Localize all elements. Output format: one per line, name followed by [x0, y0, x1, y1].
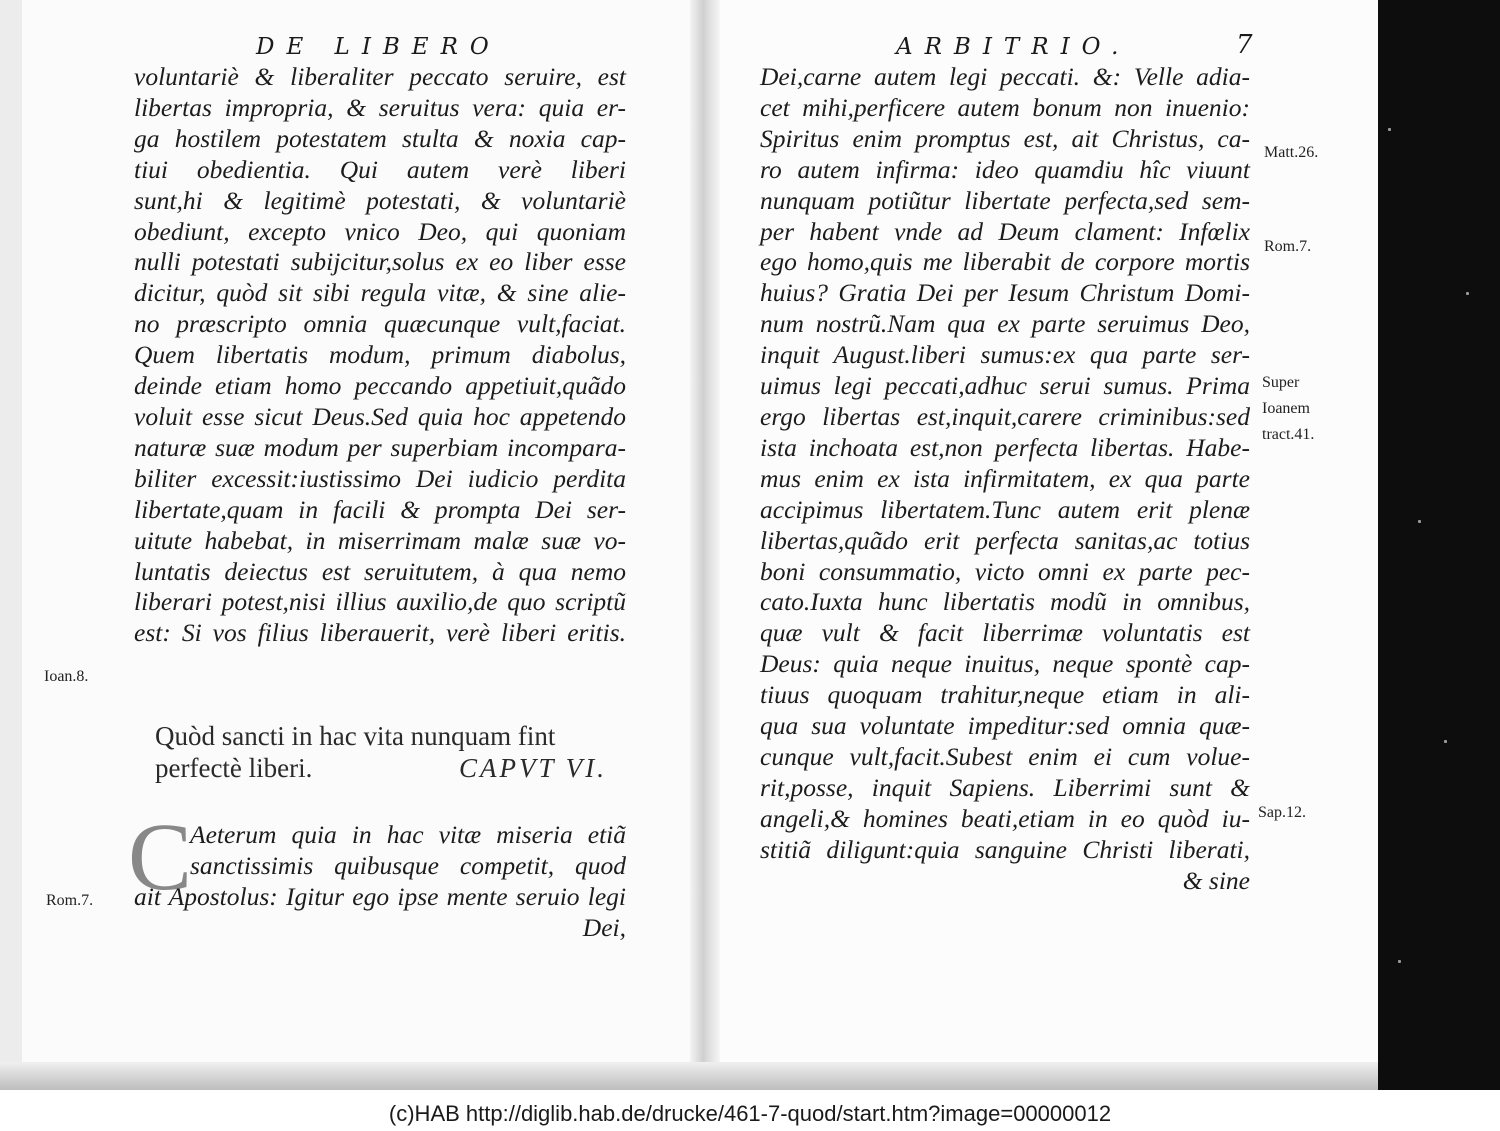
text-line: quæ vult & facit liberrimæ voluntatis est: [760, 618, 1250, 648]
running-head-right: ARBITRIO.: [896, 34, 1131, 60]
text-line: num nostrũ.Nam qua ex parte seruimus Deo,: [760, 309, 1250, 339]
text-line: sunt,hi & legitimè potestati, & voluntariè: [134, 185, 626, 215]
text-line: stitiã diligunt:quia sanguine Christi liberati,: [760, 834, 1250, 864]
text-line: ergo libertas est,inquit,carere criminibus:sed: [760, 401, 1250, 431]
speck: [1444, 740, 1447, 743]
text-line: Quem libertatis modum, primum diabolus,: [134, 340, 626, 370]
margin-note: Matt.26.: [1264, 144, 1319, 161]
chapter-title-line: Quòd sancti in hac vita nunquam fint: [155, 721, 556, 751]
text-line: qua sua voluntate impeditur:sed omnia quæ-: [760, 711, 1250, 741]
text-line: nunquam potiũtur libertate perfecta,sed sem-: [760, 185, 1250, 215]
text-line: rit,posse, inquit Sapiens. Liberrimi sunt &: [760, 772, 1250, 802]
right-text-block: [760, 62, 1250, 896]
text-line: voluit esse sicut Deus.Sed quia hoc appetendo: [134, 401, 626, 431]
margin-note: Rom.7.: [1264, 238, 1312, 255]
text-line: cunque vult,facit.Subest enim ei cum volue-: [760, 741, 1250, 771]
text-line: tiui obedientia. Qui autem verè liberi: [134, 154, 626, 184]
text-line: cet mihi,perficere autem bonum non inuenio:: [760, 92, 1250, 122]
running-head-left: DE LIBERO: [256, 34, 501, 60]
margin-note: tract.41.: [1262, 426, 1315, 443]
text-line: ait Apostolus: Igitur ego ipse mente seruio legi: [134, 882, 626, 911]
catchword: & sine: [1182, 865, 1250, 895]
catchword: Dei,: [582, 912, 626, 942]
text-line: deinde etiam homo peccando appetiuit,quãdo: [134, 371, 626, 401]
text-line: naturæ suæ modum per superbiam incompara-: [134, 432, 626, 462]
text-line: luntatis deiectus est seruitutem, à qua nemo: [134, 556, 626, 586]
text-line: libertate,quam in facili & prompta Dei ser-: [134, 494, 626, 524]
text-line: biliter excessit:iustissimo Dei iudicio perdita: [134, 463, 626, 493]
text-line: ga hostilem potestatem stulta & noxia cap-: [134, 123, 626, 153]
text-line: ro autem infirma: ideo quamdiu hîc viuunt: [760, 154, 1250, 184]
text-line: uitute habebat, in miserrimam malæ suæ vo-: [134, 525, 626, 555]
chapter-number: CAPVT VI.: [459, 753, 607, 783]
text-line: dicitur, quòd sit sibi regula vitæ, & sine alie-: [134, 278, 626, 308]
text-line: ista inchoata est,non perfecta libertas. Habe-: [760, 432, 1250, 462]
text-line: inquit August.liberi sumus:ex qua parte ser-: [760, 340, 1250, 370]
text-line: libertas impropria, & seruitus vera: quia er-: [134, 92, 626, 122]
chapter-title-line: perfectè liberi.: [155, 753, 313, 783]
text-line: cato.Iuxta hunc libertatis modũ in omnibus,: [760, 587, 1250, 617]
text-line: Spiritus enim promptus est, ait Christus, ca-: [760, 123, 1250, 153]
text-line: boni consummatio, victo omni ex parte pec-: [760, 556, 1250, 586]
text-line: Aeterum quia in hac vitæ miseria etiã: [190, 820, 626, 849]
margin-note: Ioan.8.: [44, 668, 89, 685]
page-bottom-edge: [0, 1062, 1378, 1090]
text-line: ego homo,quis me liberabit de corpore mortis: [760, 247, 1250, 277]
text-line: obediunt, excepto vnico Deo, qui quoniam: [134, 216, 626, 246]
speck: [1388, 128, 1391, 131]
speck: [1398, 960, 1401, 963]
text-line: Deus: quia neque inuitus, neque spontè cap-: [760, 649, 1250, 679]
margin-note: Rom.7.: [46, 892, 94, 909]
text-line: est: Si vos filius liberauerit, verè liberi eritis.: [134, 618, 626, 648]
chapter-text-block: [190, 820, 626, 882]
text-line: accipimus libertatem.Tunc autem erit plenæ: [760, 494, 1250, 524]
text-line: huius? Gratia Dei per Iesum Christum Domi-: [760, 278, 1250, 308]
scanner-edge: [1378, 0, 1500, 1090]
text-line: tiuus quoquam trahitur,neque etiam in ali-: [760, 680, 1250, 710]
chapter-heading: [155, 720, 625, 784]
text-line: sanctissimis quibusque competit, quod: [190, 850, 626, 880]
copyright-footer: (c)HAB http://diglib.hab.de/drucke/461-7-quod/start.htm?image=00000012: [0, 1096, 1500, 1131]
text-line: voluntariè & liberaliter peccato seruire, est: [134, 62, 626, 91]
text-line: per habent vnde ad Deum clament: Infœlix: [760, 216, 1250, 246]
drop-cap: C: [128, 803, 193, 910]
left-text-block: [134, 62, 626, 649]
text-line: libertas,quãdo erit perfecta sanitas,ac totius: [760, 525, 1250, 555]
text-line: liberari potest,nisi illius auxilio,de quo scriptũ: [134, 587, 626, 617]
text-line: angeli,& homines beati,etiam in eo quòd iu-: [760, 803, 1250, 833]
margin-note: Sap.12.: [1258, 804, 1306, 821]
text-line: mus enim ex ista infirmitatem, ex qua parte: [760, 463, 1250, 493]
margin-note: Ioanem: [1262, 400, 1310, 417]
chapter-text-block-cont: [134, 882, 626, 944]
text-line: uimus legi peccati,adhuc serui sumus. Prima: [760, 371, 1250, 401]
speck: [1418, 520, 1421, 523]
book-gutter: [690, 0, 720, 1088]
margin-note: Super: [1262, 374, 1300, 391]
page-number: 7: [1236, 30, 1253, 60]
speck: [1466, 292, 1469, 295]
text-line: nulli potestati subijcitur,solus ex eo liber esse: [134, 247, 626, 277]
text-line: no præscripto omnia quæcunque vult,faciat.: [134, 309, 626, 339]
text-line: Dei,carne autem legi peccati. &: Velle adia-: [760, 62, 1250, 91]
